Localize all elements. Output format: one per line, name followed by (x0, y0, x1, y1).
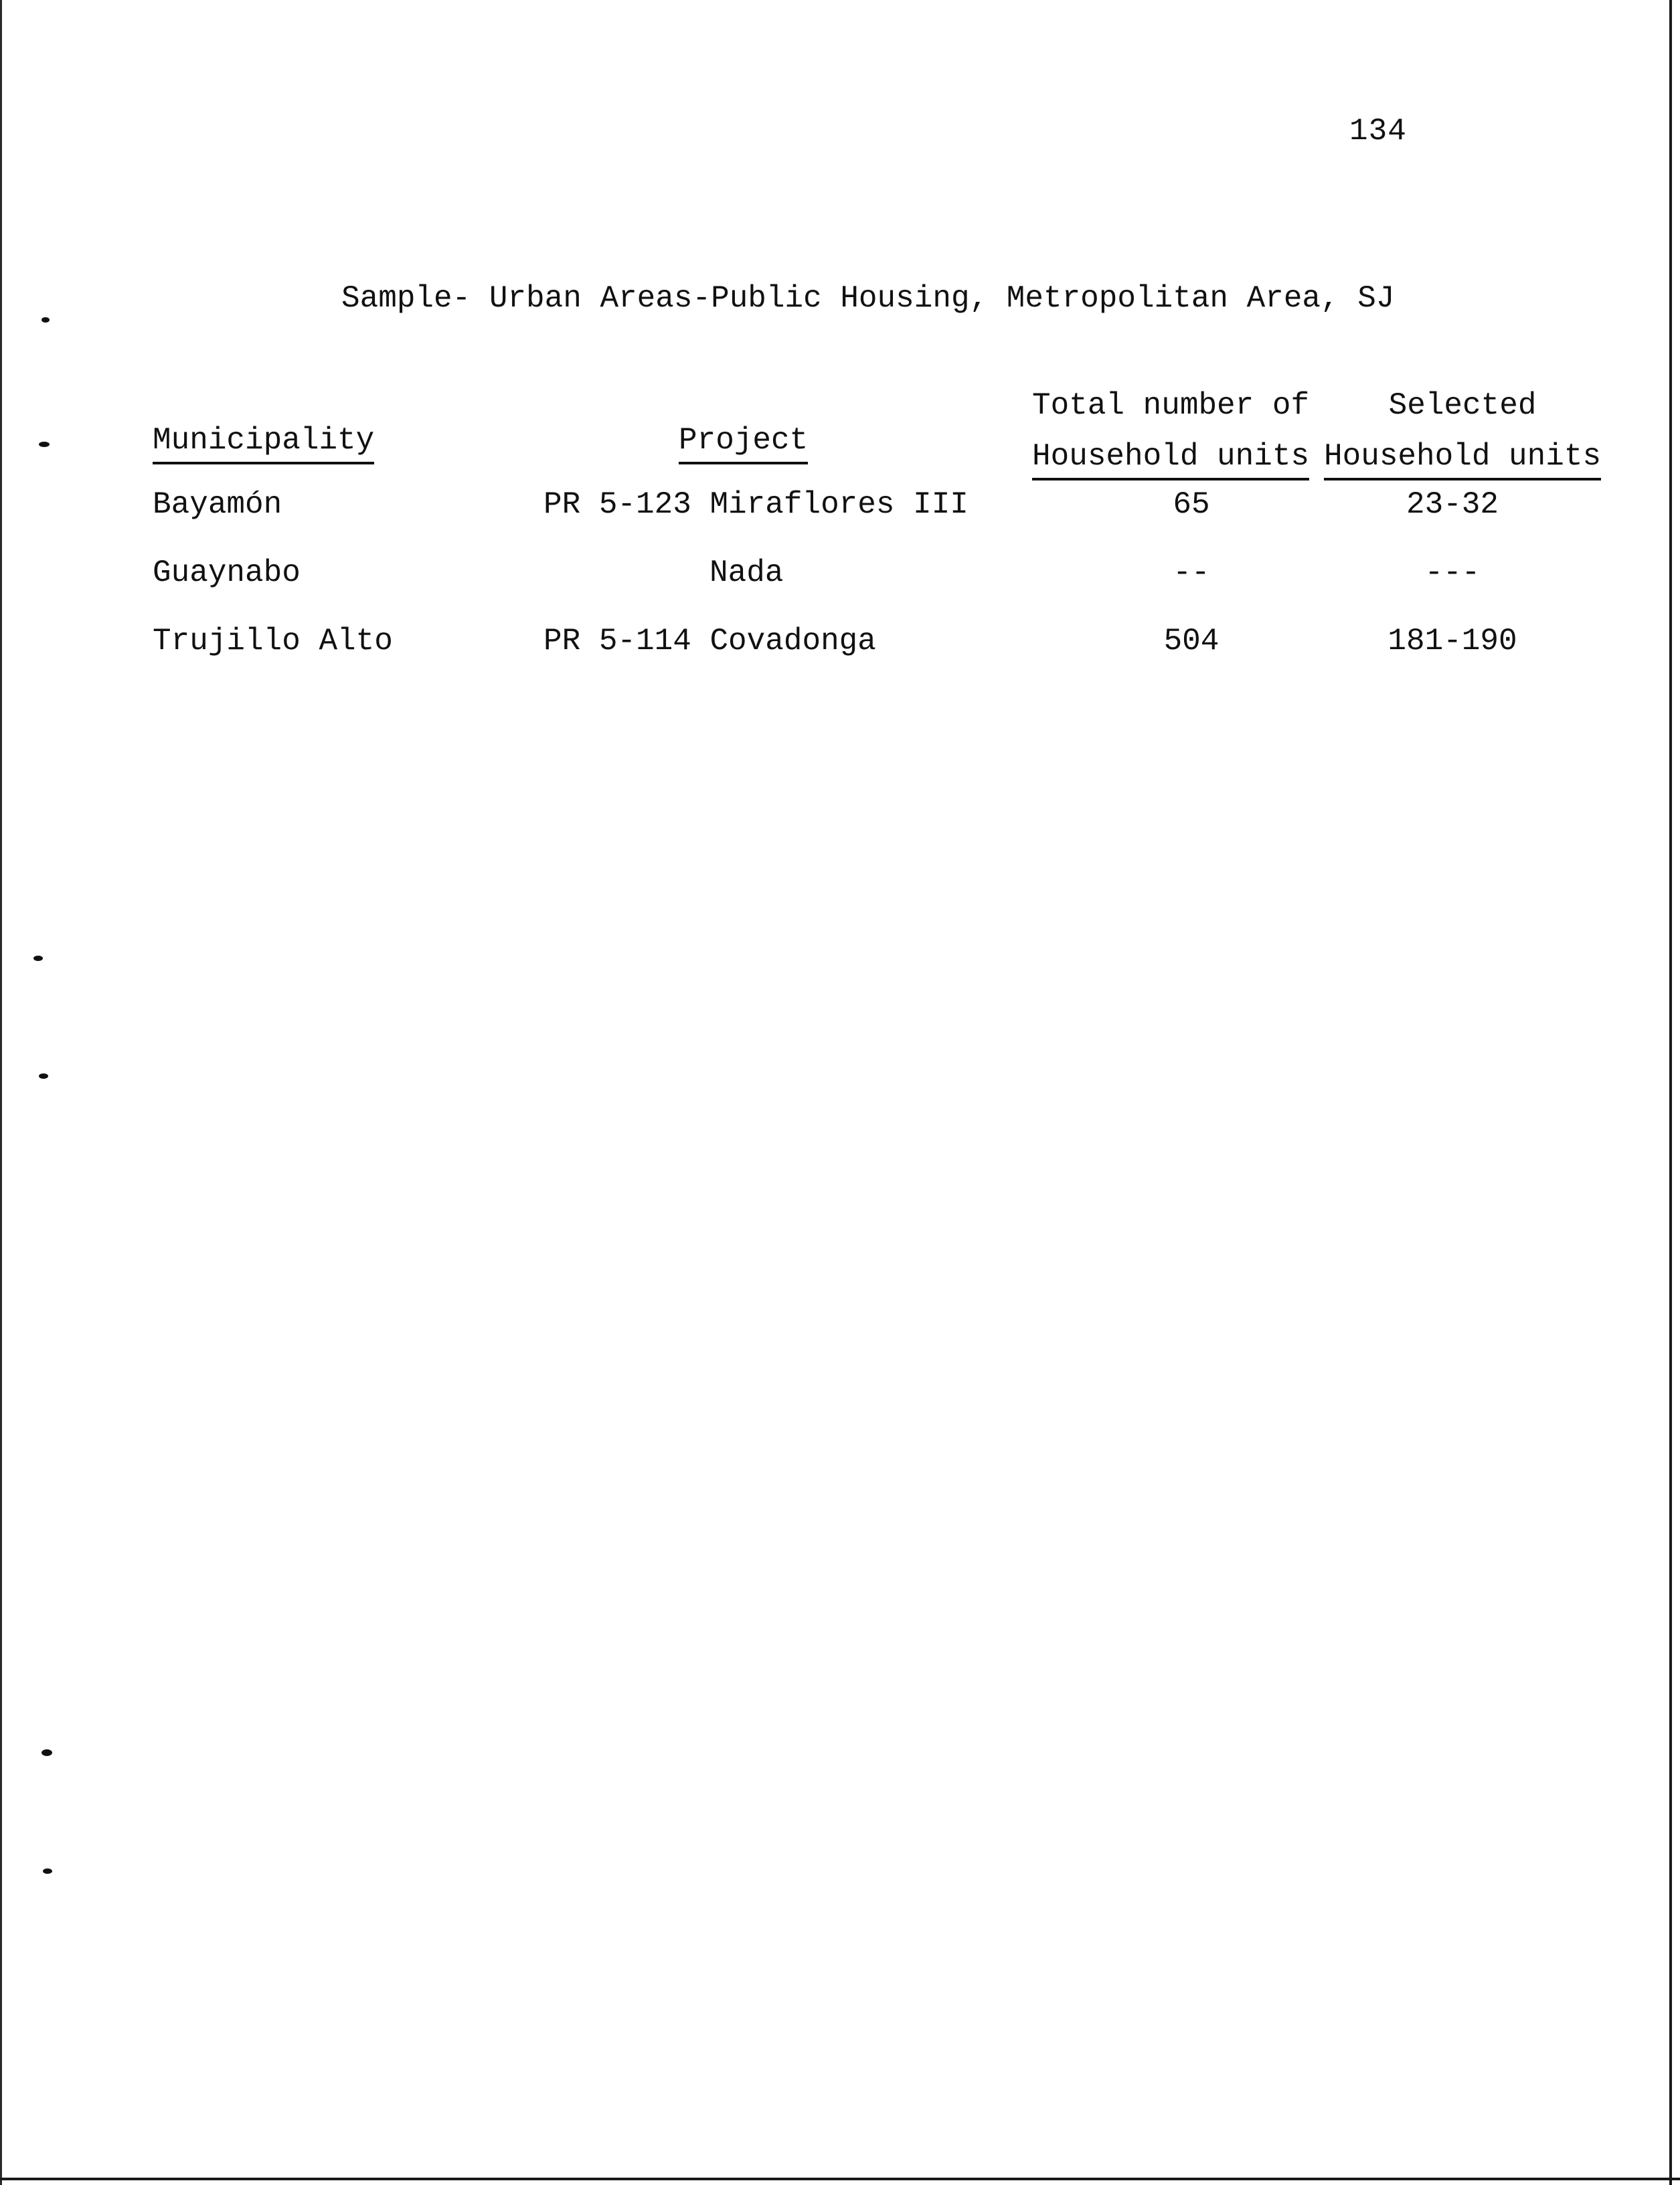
row-project: PR 5-123 Miraflores III (543, 487, 969, 522)
row-project: PR 5-114 Covadonga (543, 624, 876, 659)
row-total-units: 504 (1163, 624, 1220, 659)
row-municipality: Guaynabo (153, 555, 301, 590)
scan-speck (41, 1749, 52, 1756)
scan-speck (39, 1073, 48, 1079)
header-project-label: Project (679, 419, 808, 464)
header-project (679, 415, 808, 466)
row-municipality: Bayamón (153, 487, 282, 522)
row-selected-units: --- (1424, 555, 1481, 590)
header-selected-line2: Household units (1324, 435, 1601, 480)
row-municipality: Trujillo Alto (153, 624, 393, 659)
header-municipality-label: Municipality (153, 419, 374, 464)
header-total-units (1032, 380, 1309, 482)
header-selected-line1: Selected (1388, 388, 1537, 423)
row-project: Nada (709, 555, 784, 590)
header-selected-units (1324, 380, 1601, 482)
table-title: Sample- Urban Areas-Public Housing, Metropolitan Area, SJ (341, 281, 1395, 316)
header-total-line1: Total number of (1032, 388, 1310, 423)
row-selected-units: 23-32 (1406, 487, 1499, 522)
scan-speck (33, 956, 43, 961)
header-municipality (153, 415, 374, 466)
row-total-units: 65 (1173, 487, 1210, 522)
page-right-edge (1669, 0, 1672, 2185)
page-left-edge (0, 0, 2, 2185)
scan-speck (39, 442, 50, 447)
scan-speck (41, 317, 50, 323)
page-number: 134 (1349, 114, 1407, 149)
header-total-line2: Household units (1032, 435, 1309, 480)
row-total-units: -- (1173, 555, 1210, 590)
scan-speck (43, 1868, 52, 1874)
row-selected-units: 181-190 (1388, 624, 1517, 659)
page-bottom-edge (0, 2178, 1680, 2180)
